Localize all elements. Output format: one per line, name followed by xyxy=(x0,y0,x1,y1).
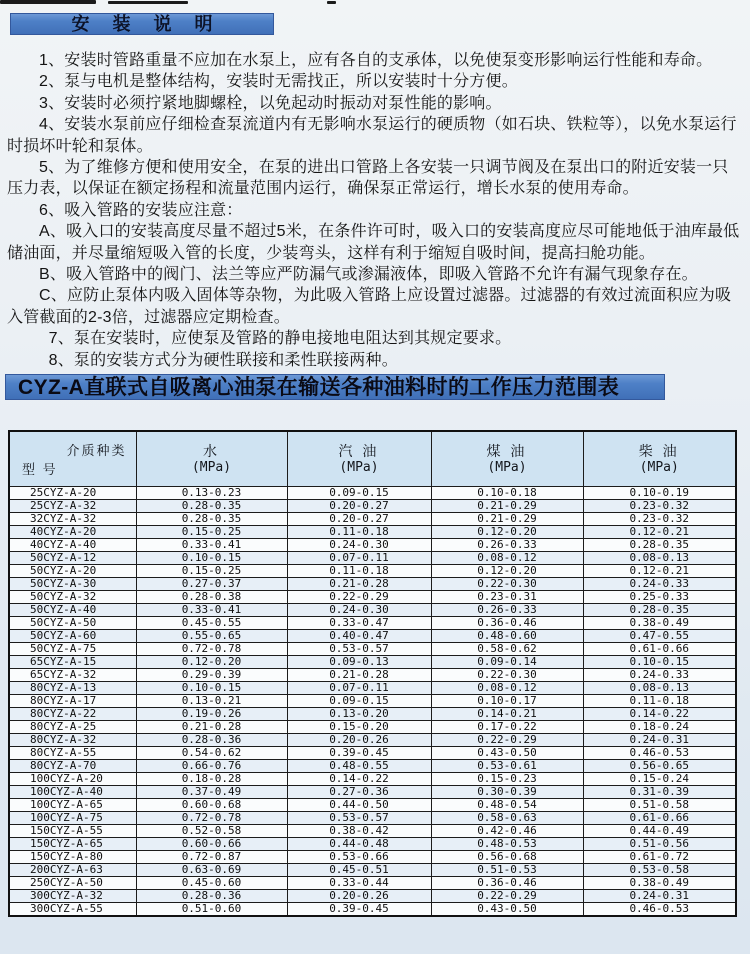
pressure-range-cell: 0.12-0.20 xyxy=(431,564,583,577)
pressure-range-cell: 0.21-0.29 xyxy=(431,512,583,525)
model-cell: 25CYZ-A-32 xyxy=(9,499,136,512)
table-row xyxy=(9,668,736,681)
pressure-range-cell: 0.08-0.13 xyxy=(583,551,736,564)
table-row xyxy=(9,590,736,603)
instruction-line: 3、安装时必须拧紧地脚螺栓，以免起动时振动对泵性能的影响。 xyxy=(39,94,502,112)
pressure-range-cell: 0.36-0.46 xyxy=(431,876,583,889)
pressure-range-cell: 0.45-0.55 xyxy=(136,616,287,629)
pressure-range-cell: 0.54-0.62 xyxy=(136,746,287,759)
pressure-range-cell: 0.61-0.66 xyxy=(583,811,736,824)
pressure-range-cell: 0.22-0.29 xyxy=(431,733,583,746)
table-row xyxy=(9,720,736,733)
model-cell: 50CYZ-A-12 xyxy=(9,551,136,564)
pressure-range-cell: 0.14-0.22 xyxy=(287,772,431,785)
pressure-range-cell: 0.24-0.30 xyxy=(287,538,431,551)
table-row xyxy=(9,876,736,889)
instruction-line: 1、安装时管路重量不应加在水泵上，应有各自的支承体，以免使泵变形影响运行性能和寿命。 xyxy=(39,52,713,69)
pressure-range-cell: 0.55-0.65 xyxy=(136,629,287,642)
table-row xyxy=(9,564,736,577)
table-row xyxy=(9,512,736,525)
pressure-range-cell: 0.53-0.61 xyxy=(431,759,583,772)
installation-instructions xyxy=(7,50,744,371)
pressure-range-cell: 0.72-0.78 xyxy=(136,811,287,824)
pressure-range-cell: 0.13-0.23 xyxy=(136,486,287,499)
pressure-range-cell: 0.28-0.38 xyxy=(136,590,287,603)
pressure-range-cell: 0.20-0.26 xyxy=(287,733,431,746)
pressure-range-cell: 0.10-0.18 xyxy=(431,486,583,499)
pressure-range-cell: 0.22-0.30 xyxy=(431,668,583,681)
instruction-line: 4、安装水泵前应仔细检查泵流道内有无影响水泵运行的硬质物（如石块、铁粒等），以免水泵运行时损坏叶轮和泵体。 xyxy=(7,116,737,155)
instruction-line: 7、泵在安装时，应使泵及管路的静电接地电阻达到其规定要求。 xyxy=(48,330,512,348)
pressure-range-cell: 0.09-0.15 xyxy=(287,486,431,499)
pressure-range-cell: 0.58-0.62 xyxy=(431,642,583,655)
instruction-line: A、吸入口的安装高度尽量不超过5米，在条件许可时，吸入口的安装高度应尽可能地低于油库最低储油面，并尽量缩短吸入管的长度，少装弯头，这样有利于缩短自吸时间，提高扫舱功能。 xyxy=(7,223,740,262)
table-row xyxy=(9,811,736,824)
model-cell: 200CYZ-A-63 xyxy=(9,863,136,876)
pressure-range-cell: 0.44-0.48 xyxy=(287,837,431,850)
pressure-range-cell: 0.18-0.24 xyxy=(583,720,736,733)
table-row xyxy=(9,733,736,746)
pressure-range-cell: 0.21-0.28 xyxy=(287,668,431,681)
pressure-range-cell: 0.20-0.27 xyxy=(287,499,431,512)
column-header-water xyxy=(136,431,287,486)
model-cell: 150CYZ-A-80 xyxy=(9,850,136,863)
pressure-range-cell: 0.38-0.49 xyxy=(583,616,736,629)
pressure-range-cell: 0.21-0.28 xyxy=(136,720,287,733)
pressure-range-cell: 0.23-0.32 xyxy=(583,512,736,525)
pressure-range-cell: 0.14-0.21 xyxy=(431,707,583,720)
model-cell: 300CYZ-A-32 xyxy=(9,889,136,902)
pressure-table-title-bar xyxy=(5,374,665,400)
pressure-range-cell: 0.08-0.12 xyxy=(431,551,583,564)
pressure-range-cell: 0.47-0.55 xyxy=(583,629,736,642)
pressure-range-cell: 0.09-0.14 xyxy=(431,655,583,668)
pressure-range-cell: 0.56-0.68 xyxy=(431,850,583,863)
model-cell: 40CYZ-A-20 xyxy=(9,525,136,538)
table-row xyxy=(9,759,736,772)
pressure-range-cell: 0.51-0.56 xyxy=(583,837,736,850)
scan-artifact xyxy=(108,1,188,4)
pressure-table-header xyxy=(9,431,736,486)
model-cell: 50CYZ-A-20 xyxy=(9,564,136,577)
pressure-range-cell: 0.46-0.53 xyxy=(583,902,736,916)
pressure-range-cell: 0.44-0.50 xyxy=(287,798,431,811)
model-cell: 80CYZ-A-55 xyxy=(9,746,136,759)
column-header-diesel xyxy=(583,431,736,486)
pressure-range-cell: 0.72-0.87 xyxy=(136,850,287,863)
pressure-range-cell: 0.14-0.22 xyxy=(583,707,736,720)
pressure-range-cell: 0.28-0.36 xyxy=(136,889,287,902)
column-name: 汽 油 xyxy=(338,442,380,459)
model-cell: 300CYZ-A-55 xyxy=(9,902,136,916)
pressure-range-cell: 0.44-0.49 xyxy=(583,824,736,837)
corner-label-medium-type: 介质种类 xyxy=(66,443,127,458)
instruction-line: C、应防止泵体内吸入固体等杂物，为此吸入管路上应设置过滤器。过滤器的有效过流面积应为吸入管截面的2-3倍，过滤器应定期检查。 xyxy=(7,287,732,326)
pressure-range-cell: 0.46-0.53 xyxy=(583,746,736,759)
pressure-range-cell: 0.52-0.58 xyxy=(136,824,287,837)
pressure-range-cell: 0.28-0.35 xyxy=(583,538,736,551)
model-cell: 50CYZ-A-40 xyxy=(9,603,136,616)
pressure-range-cell: 0.45-0.60 xyxy=(136,876,287,889)
pressure-range-cell: 0.53-0.57 xyxy=(287,642,431,655)
model-cell: 150CYZ-A-65 xyxy=(9,837,136,850)
pressure-range-cell: 0.28-0.35 xyxy=(136,499,287,512)
pressure-range-cell: 0.15-0.20 xyxy=(287,720,431,733)
pressure-range-cell: 0.51-0.60 xyxy=(136,902,287,916)
model-cell: 50CYZ-A-32 xyxy=(9,590,136,603)
model-cell: 150CYZ-A-55 xyxy=(9,824,136,837)
model-cell: 100CYZ-A-65 xyxy=(9,798,136,811)
pressure-range-cell: 0.23-0.31 xyxy=(431,590,583,603)
pressure-range-cell: 0.43-0.50 xyxy=(431,746,583,759)
table-corner-cell xyxy=(9,431,136,486)
table-row xyxy=(9,772,736,785)
column-header-gasoline xyxy=(287,431,431,486)
model-cell: 50CYZ-A-30 xyxy=(9,577,136,590)
pressure-range-cell: 0.48-0.54 xyxy=(431,798,583,811)
instruction-line: 2、泵与电机是整体结构，安装时无需找正，所以安装时十分方便。 xyxy=(39,73,518,91)
pressure-range-cell: 0.07-0.11 xyxy=(287,551,431,564)
table-row xyxy=(9,746,736,759)
pressure-range-cell: 0.19-0.26 xyxy=(136,707,287,720)
pressure-range-cell: 0.37-0.49 xyxy=(136,785,287,798)
installation-section-title: 安 装 说 明 xyxy=(71,14,222,34)
column-unit: (MPa) xyxy=(191,459,232,475)
table-row xyxy=(9,525,736,538)
pressure-range-cell: 0.28-0.35 xyxy=(136,512,287,525)
table-row xyxy=(9,551,736,564)
table-row xyxy=(9,694,736,707)
model-cell: 80CYZ-A-32 xyxy=(9,733,136,746)
pressure-range-cell: 0.09-0.15 xyxy=(287,694,431,707)
pressure-range-cell: 0.48-0.60 xyxy=(431,629,583,642)
model-cell: 65CYZ-A-32 xyxy=(9,668,136,681)
table-row xyxy=(9,785,736,798)
scan-artifact xyxy=(327,1,336,4)
pressure-range-cell: 0.10-0.15 xyxy=(583,655,736,668)
pressure-range-cell: 0.29-0.39 xyxy=(136,668,287,681)
column-name: 煤 油 xyxy=(486,442,528,459)
pressure-range-cell: 0.39-0.45 xyxy=(287,902,431,916)
pressure-range-cell: 0.40-0.47 xyxy=(287,629,431,642)
pressure-range-cell: 0.10-0.15 xyxy=(136,551,287,564)
column-header-kerosene xyxy=(431,431,583,486)
model-cell: 100CYZ-A-75 xyxy=(9,811,136,824)
pressure-range-cell: 0.21-0.29 xyxy=(431,499,583,512)
pressure-range-cell: 0.18-0.28 xyxy=(136,772,287,785)
model-cell: 65CYZ-A-15 xyxy=(9,655,136,668)
table-row xyxy=(9,824,736,837)
table-row xyxy=(9,486,736,499)
pressure-range-cell: 0.11-0.18 xyxy=(287,525,431,538)
model-cell: 40CYZ-A-40 xyxy=(9,538,136,551)
pressure-range-cell: 0.48-0.53 xyxy=(431,837,583,850)
pressure-range-cell: 0.11-0.18 xyxy=(583,694,736,707)
pressure-range-cell: 0.24-0.33 xyxy=(583,668,736,681)
table-row xyxy=(9,707,736,720)
pressure-range-cell: 0.15-0.24 xyxy=(583,772,736,785)
model-cell: 80CYZ-A-22 xyxy=(9,707,136,720)
model-cell: 80CYZ-A-17 xyxy=(9,694,136,707)
instruction-line: 6、吸入管路的安装应注意： xyxy=(39,201,243,219)
installation-section-title-bar xyxy=(10,13,274,35)
table-row xyxy=(9,603,736,616)
pressure-range-cell: 0.27-0.37 xyxy=(136,577,287,590)
pressure-range-cell: 0.08-0.12 xyxy=(431,681,583,694)
table-row xyxy=(9,837,736,850)
pressure-range-cell: 0.33-0.44 xyxy=(287,876,431,889)
pressure-range-cell: 0.13-0.20 xyxy=(287,707,431,720)
pressure-range-cell: 0.26-0.33 xyxy=(431,538,583,551)
pressure-range-cell: 0.10-0.19 xyxy=(583,486,736,499)
pressure-range-cell: 0.72-0.78 xyxy=(136,642,287,655)
column-name: 水 xyxy=(203,442,220,459)
pressure-range-cell: 0.25-0.33 xyxy=(583,590,736,603)
pressure-range-cell: 0.56-0.65 xyxy=(583,759,736,772)
pressure-range-cell: 0.60-0.68 xyxy=(136,798,287,811)
pressure-range-cell: 0.12-0.21 xyxy=(583,525,736,538)
pressure-range-cell: 0.33-0.41 xyxy=(136,538,287,551)
model-cell: 100CYZ-A-20 xyxy=(9,772,136,785)
model-cell: 80CYZ-A-70 xyxy=(9,759,136,772)
pressure-range-cell: 0.51-0.58 xyxy=(583,798,736,811)
table-row xyxy=(9,642,736,655)
pressure-range-cell: 0.13-0.21 xyxy=(136,694,287,707)
header-row xyxy=(9,431,736,486)
pressure-range-cell: 0.51-0.53 xyxy=(431,863,583,876)
instruction-line: 5、为了维修方便和使用安全，在泵的进出口管路上各安装一只调节阀及在泵出口的附近安装一只压力表，以保证在额定扬程和流量范围内运行，确保泵正常运行，增长水泵的使用寿命。 xyxy=(7,159,729,198)
pressure-range-cell: 0.42-0.46 xyxy=(431,824,583,837)
pressure-range-cell: 0.61-0.66 xyxy=(583,642,736,655)
column-unit: (MPa) xyxy=(639,459,679,475)
pressure-range-cell: 0.10-0.17 xyxy=(431,694,583,707)
table-row xyxy=(9,499,736,512)
pressure-range-cell: 0.22-0.29 xyxy=(431,889,583,902)
pressure-range-cell: 0.24-0.31 xyxy=(583,733,736,746)
model-cell: 80CYZ-A-25 xyxy=(9,720,136,733)
pressure-range-cell: 0.36-0.46 xyxy=(431,616,583,629)
pressure-range-cell: 0.12-0.20 xyxy=(431,525,583,538)
pressure-range-cell: 0.15-0.25 xyxy=(136,564,287,577)
pressure-range-cell: 0.11-0.18 xyxy=(287,564,431,577)
column-unit: (MPa) xyxy=(339,459,379,475)
pressure-range-cell: 0.33-0.47 xyxy=(287,616,431,629)
table-row xyxy=(9,889,736,902)
pressure-range-table xyxy=(8,430,737,917)
pressure-range-cell: 0.66-0.76 xyxy=(136,759,287,772)
table-row xyxy=(9,655,736,668)
pressure-range-cell: 0.21-0.28 xyxy=(287,577,431,590)
column-unit: (MPa) xyxy=(487,459,527,475)
table-row xyxy=(9,681,736,694)
pressure-range-cell: 0.08-0.13 xyxy=(583,681,736,694)
table-row xyxy=(9,538,736,551)
instruction-line: B、吸入管路中的阀门、法兰等应严防漏气或渗漏液体，即吸入管路不允许有漏气现象存在。 xyxy=(39,266,698,284)
pressure-range-cell: 0.45-0.51 xyxy=(287,863,431,876)
pressure-range-cell: 0.12-0.20 xyxy=(136,655,287,668)
instruction-line: 8、泵的安装方式分为硬性联接和柔性联接两种。 xyxy=(48,351,398,369)
pressure-range-cell: 0.10-0.15 xyxy=(136,681,287,694)
pressure-range-cell: 0.09-0.13 xyxy=(287,655,431,668)
pressure-range-cell: 0.39-0.45 xyxy=(287,746,431,759)
pressure-range-cell: 0.24-0.30 xyxy=(287,603,431,616)
pressure-range-cell: 0.53-0.58 xyxy=(583,863,736,876)
pressure-table-title: CYZ-A直联式自吸离心油泵在输送各种油料时的工作压力范围表 xyxy=(18,375,620,399)
pressure-range-cell: 0.53-0.66 xyxy=(287,850,431,863)
pressure-range-cell: 0.60-0.66 xyxy=(136,837,287,850)
pressure-range-cell: 0.38-0.49 xyxy=(583,876,736,889)
table-row xyxy=(9,629,736,642)
pressure-range-cell: 0.38-0.42 xyxy=(287,824,431,837)
table-row xyxy=(9,798,736,811)
pressure-range-cell: 0.12-0.21 xyxy=(583,564,736,577)
pressure-range-cell: 0.58-0.63 xyxy=(431,811,583,824)
pressure-range-cell: 0.28-0.36 xyxy=(136,733,287,746)
model-cell: 80CYZ-A-13 xyxy=(9,681,136,694)
table-row xyxy=(9,850,736,863)
pressure-range-cell: 0.43-0.50 xyxy=(431,902,583,916)
pressure-range-cell: 0.48-0.55 xyxy=(287,759,431,772)
pressure-range-cell: 0.17-0.22 xyxy=(431,720,583,733)
column-name: 柴 油 xyxy=(638,442,680,459)
model-cell: 100CYZ-A-40 xyxy=(9,785,136,798)
pressure-range-cell: 0.30-0.39 xyxy=(431,785,583,798)
model-cell: 50CYZ-A-75 xyxy=(9,642,136,655)
pressure-range-cell: 0.20-0.27 xyxy=(287,512,431,525)
pressure-range-cell: 0.22-0.30 xyxy=(431,577,583,590)
model-cell: 50CYZ-A-60 xyxy=(9,629,136,642)
pressure-range-cell: 0.24-0.31 xyxy=(583,889,736,902)
table-row xyxy=(9,577,736,590)
pressure-range-cell: 0.26-0.33 xyxy=(431,603,583,616)
pressure-range-cell: 0.33-0.41 xyxy=(136,603,287,616)
pressure-range-cell: 0.23-0.32 xyxy=(583,499,736,512)
model-cell: 250CYZ-A-50 xyxy=(9,876,136,889)
scan-artifact xyxy=(0,0,96,4)
table-row xyxy=(9,863,736,876)
pressure-range-cell: 0.27-0.36 xyxy=(287,785,431,798)
pressure-table-body xyxy=(9,486,736,916)
pressure-range-cell: 0.24-0.33 xyxy=(583,577,736,590)
pressure-range-cell: 0.31-0.39 xyxy=(583,785,736,798)
model-cell: 50CYZ-A-50 xyxy=(9,616,136,629)
pressure-range-cell: 0.53-0.57 xyxy=(287,811,431,824)
pressure-range-cell: 0.22-0.29 xyxy=(287,590,431,603)
pressure-range-cell: 0.28-0.35 xyxy=(583,603,736,616)
pressure-range-cell: 0.61-0.72 xyxy=(583,850,736,863)
pressure-range-cell: 0.63-0.69 xyxy=(136,863,287,876)
pressure-range-cell: 0.15-0.23 xyxy=(431,772,583,785)
table-row xyxy=(9,616,736,629)
pressure-range-cell: 0.07-0.11 xyxy=(287,681,431,694)
table-row xyxy=(9,902,736,916)
model-cell: 32CYZ-A-32 xyxy=(9,512,136,525)
pressure-range-cell: 0.20-0.26 xyxy=(287,889,431,902)
corner-label-model: 型 号 xyxy=(22,461,58,477)
pressure-range-cell: 0.15-0.25 xyxy=(136,525,287,538)
model-cell: 25CYZ-A-20 xyxy=(9,486,136,499)
